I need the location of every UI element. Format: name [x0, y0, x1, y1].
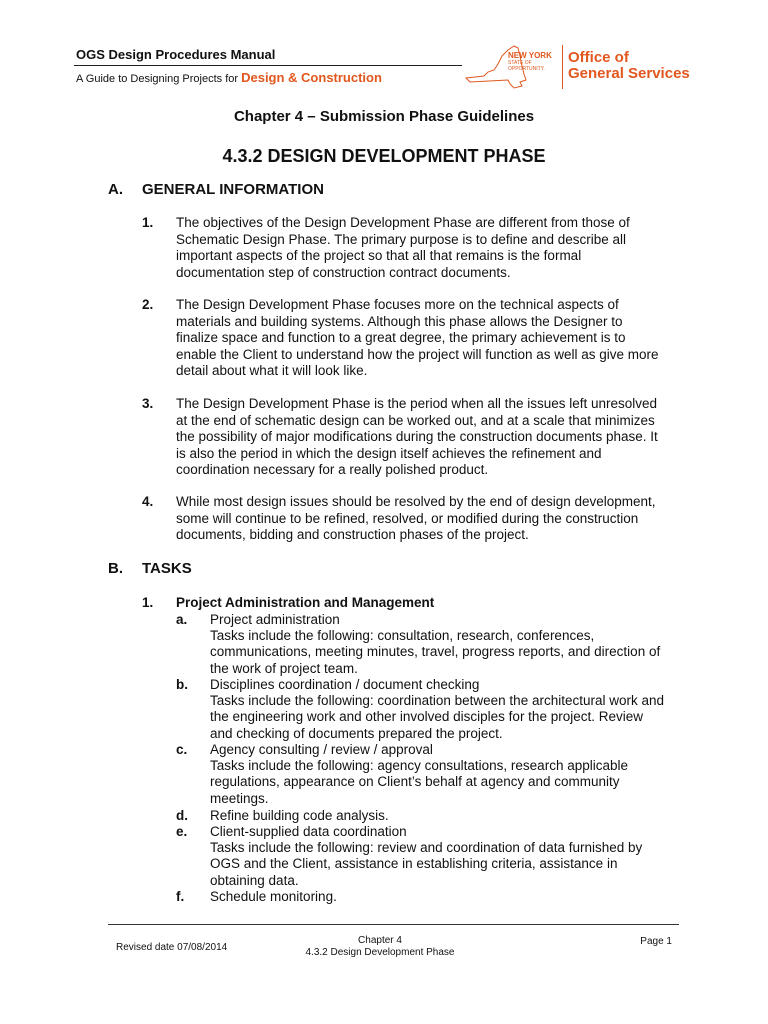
manual-title: OGS Design Procedures Manual: [76, 47, 276, 62]
header-rule: [74, 65, 462, 66]
ny-logo-line2: STATE OF: [508, 60, 532, 66]
sub-item-letter: a.: [176, 612, 188, 627]
sub-item-text: Client-supplied data coordination Tasks include the following: review and coordination of data furnished by OGS and the Client, assistance in establishing criteria, assistance in obtaining data.: [210, 824, 643, 888]
ny-logo-line3: OPPORTUNITY.: [508, 66, 545, 72]
task-title: Project Administration and Management: [176, 595, 435, 610]
item-number: 3.: [142, 396, 154, 411]
logo-divider: [562, 45, 563, 89]
footer-chapter: [290, 935, 470, 959]
section-b-title: TASKS: [142, 560, 192, 577]
sub-item-text: Schedule monitoring.: [210, 889, 337, 904]
item-text: While most design issues should be resolved by the end of design development, some will continue to be refined, resolved, or modified during the construction documents, bidding and construction phases of the project.: [176, 494, 656, 542]
ny-logo-line1: NEW YORK: [508, 51, 552, 60]
item-text: The Design Development Phase is the period when all the issues left unresolved at the end of schematic design can be worked out, and at a scale that minimizes the possibility of major modifications during the construction documents phase. It is also the period in which the design itself achieves the refinement and coordination necessary for a really polished product.: [176, 396, 658, 477]
item-text: The objectives of the Design Development Phase are different from those of Schematic Design Phase. The primary purpose is to define and describe all important aspects of the project so that all that remains is the formal documentation step of construction contract documents.: [176, 215, 630, 280]
page-number: Page 1: [640, 936, 672, 947]
ny-logo-text: [508, 52, 552, 72]
ogs-logo-line1: Office of: [568, 49, 629, 66]
sub-item-text: Disciplines coordination / document checking Tasks include the following: coordination between the architectural work and the engineering work and other involved disciples for the project. Review and checking of documents prepared the project.: [210, 677, 665, 741]
footer-chapter-line2: 4.3.2 Design Development Phase: [305, 947, 455, 958]
section-a-title: GENERAL INFORMATION: [142, 181, 324, 198]
subtitle-accent: Design & Construction: [241, 70, 382, 85]
section-a-heading: [0, 181, 768, 201]
sub-item-text: Project administration Tasks include the following: consultation, research, conferences, communications, meeting minutes, travel, progress reports, and direction of the work of project team.: [210, 612, 661, 676]
ogs-logo: [568, 50, 690, 82]
sub-item-letter: d.: [176, 808, 188, 823]
sub-item-text: Agency consulting / review / approval Tasks include the following: agency consultations, research applicable regulations, appearance on Client’s behalf at agency and community meetings.: [210, 742, 628, 806]
section-b-letter: B.: [108, 560, 123, 577]
footer-rule: [108, 924, 679, 925]
sub-item-letter: f.: [176, 889, 185, 904]
item-number: 2.: [142, 297, 154, 312]
chapter-heading: Chapter 4 – Submission Phase Guidelines: [233, 108, 535, 125]
sub-item-text: Refine building code analysis.: [210, 808, 389, 823]
revised-date: Revised date 07/08/2014: [116, 942, 228, 953]
ogs-logo-line2: General Services: [568, 65, 690, 82]
section-a-letter: A.: [108, 181, 123, 198]
task-number: 1.: [142, 595, 154, 610]
item-text: The Design Development Phase focuses more on the technical aspects of materials and building systems. Although this phase allows the Designer to finalize space and function to a great degree, the primary achievement is to enable the Client to understand how the project will function as well as give more detail about what it will look like.: [176, 297, 659, 378]
sub-item-letter: e.: [176, 824, 188, 839]
item-number: 1.: [142, 215, 154, 230]
item-number: 4.: [142, 494, 154, 509]
sub-item-letter: b.: [176, 677, 188, 692]
footer-chapter-line1: Chapter 4: [358, 935, 402, 946]
section-title: 4.3.2 DESIGN DEVELOPMENT PHASE: [222, 146, 546, 166]
subtitle-prefix: A Guide to Designing Projects for: [76, 73, 242, 85]
sub-item-letter: c.: [176, 742, 188, 757]
section-b-heading: [0, 560, 768, 580]
manual-subtitle: [76, 70, 382, 85]
